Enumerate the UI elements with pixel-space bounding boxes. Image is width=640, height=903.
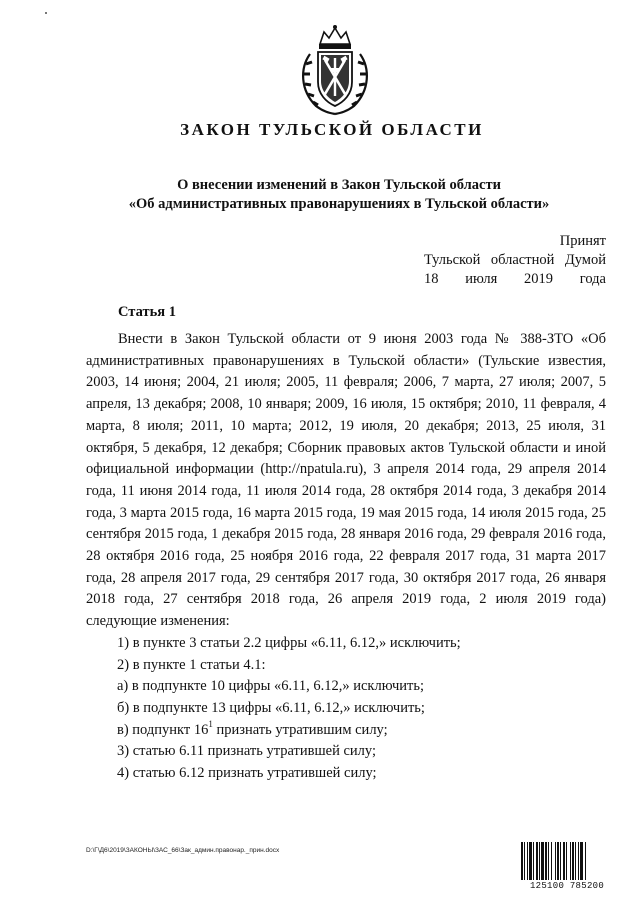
article-heading: Статья 1 [118, 304, 176, 320]
scan-speck [45, 12, 47, 14]
barcode [520, 842, 614, 894]
subtitle-line-1: О внесении изменений в Закон Тульской области [177, 177, 501, 193]
list-item: 4) статью 6.12 признать утратившей силу; [117, 765, 377, 782]
adopted-by: Тульской областной Думой [424, 252, 606, 268]
adoption-block [424, 232, 606, 289]
list-item-v-tail: признать утратившим силу; [212, 721, 388, 738]
law-title: ЗАКОН ТУЛЬСКОЙ ОБЛАСТИ [180, 120, 484, 139]
list-item: б) в подпункте 13 цифры «6.11, 6.12,» исключить; [117, 699, 425, 716]
list-item-v [86, 720, 606, 742]
adopted-date-month: июля [465, 271, 498, 287]
law-subtitle [0, 176, 640, 214]
list-item: 3) статью 6.11 признать утратившей силу; [117, 743, 376, 760]
superscript: 1 [208, 718, 213, 729]
adopted-date-year: 2019 [524, 271, 554, 287]
adopted-date [424, 270, 606, 289]
subtitle-line-2: «Об административных правонарушениях в Тульской области» [128, 196, 550, 212]
adopted-label: Принят [559, 233, 606, 249]
list-item: 1) в пункте 3 статьи 2.2 цифры «6.11, 6.12,» исключить; [117, 634, 461, 651]
article-intro-paragraph: Внести в Закон Тульской области от 9 июня 2003 года № 388-ЗТО «Об административных правонарушениях в Тульской области» (Тульские известия, 2003, 14 июня; 2004, 21 июля; 2005, 11 февраля; 2006, 7 марта, 27 июля; 2007, 5 апреля, 13 декабря; 2008, 10 января; 2009, 16 июля, 15 октября; 2010, 11 февраля, 4 марта, 8 июля; 2011, 10 марта; 2012, 19 июля, 20 декабря; 2013, 25 июля, 31 октября, 5 декабря, 12 декабря; Сборник правовых актов Тульской области и иной официальной информации (http://npatula.ru), 3 апреля 2014 года, 29 апреля 2014 года, 11 июня 2014 года, 11 июля 2014 года, 28 октября 2014 года, 3 декабря 2014 года, 3 марта 2015 года, 16 марта 2015 года, 19 мая 2015 года, 14 июля 2015 года, 25 сентября 2015 года, 1 декабря 2015 года, 28 января 2016 года, 29 февраля 2016 года, 28 октября 2016 года, 25 ноября 2016 года, 22 февраля 2017 года, 31 марта 2017 года, 28 апреля 2017 года, 29 сентября 2017 года, 30 октября 2017 года, 26 января 2018 года, 27 сентября 2018 года, 26 апреля 2019 года, 2 июля 2019 года) следующие изменения: [86, 331, 606, 630]
list-item: а) в подпункте 10 цифры «6.11, 6.12,» исключить; [117, 678, 425, 695]
barcode-bars-icon [520, 842, 614, 880]
list-item: 2) в пункте 1 статьи 4.1: [117, 656, 266, 673]
adopted-date-day: 18 [424, 271, 439, 287]
barcode-number: 125100 785200 [529, 881, 605, 891]
adopted-date-word: года [579, 271, 606, 287]
file-path: D:\Г\Д6\2019\ЗАКОНЫ\ЗАС_66\Зак_админ.правонар._прин.docx [86, 847, 280, 854]
tula-coat-of-arms-emblem-icon [296, 24, 374, 116]
list-item-v-text: в) подпункт 16 [117, 721, 209, 738]
article-body [86, 329, 606, 785]
